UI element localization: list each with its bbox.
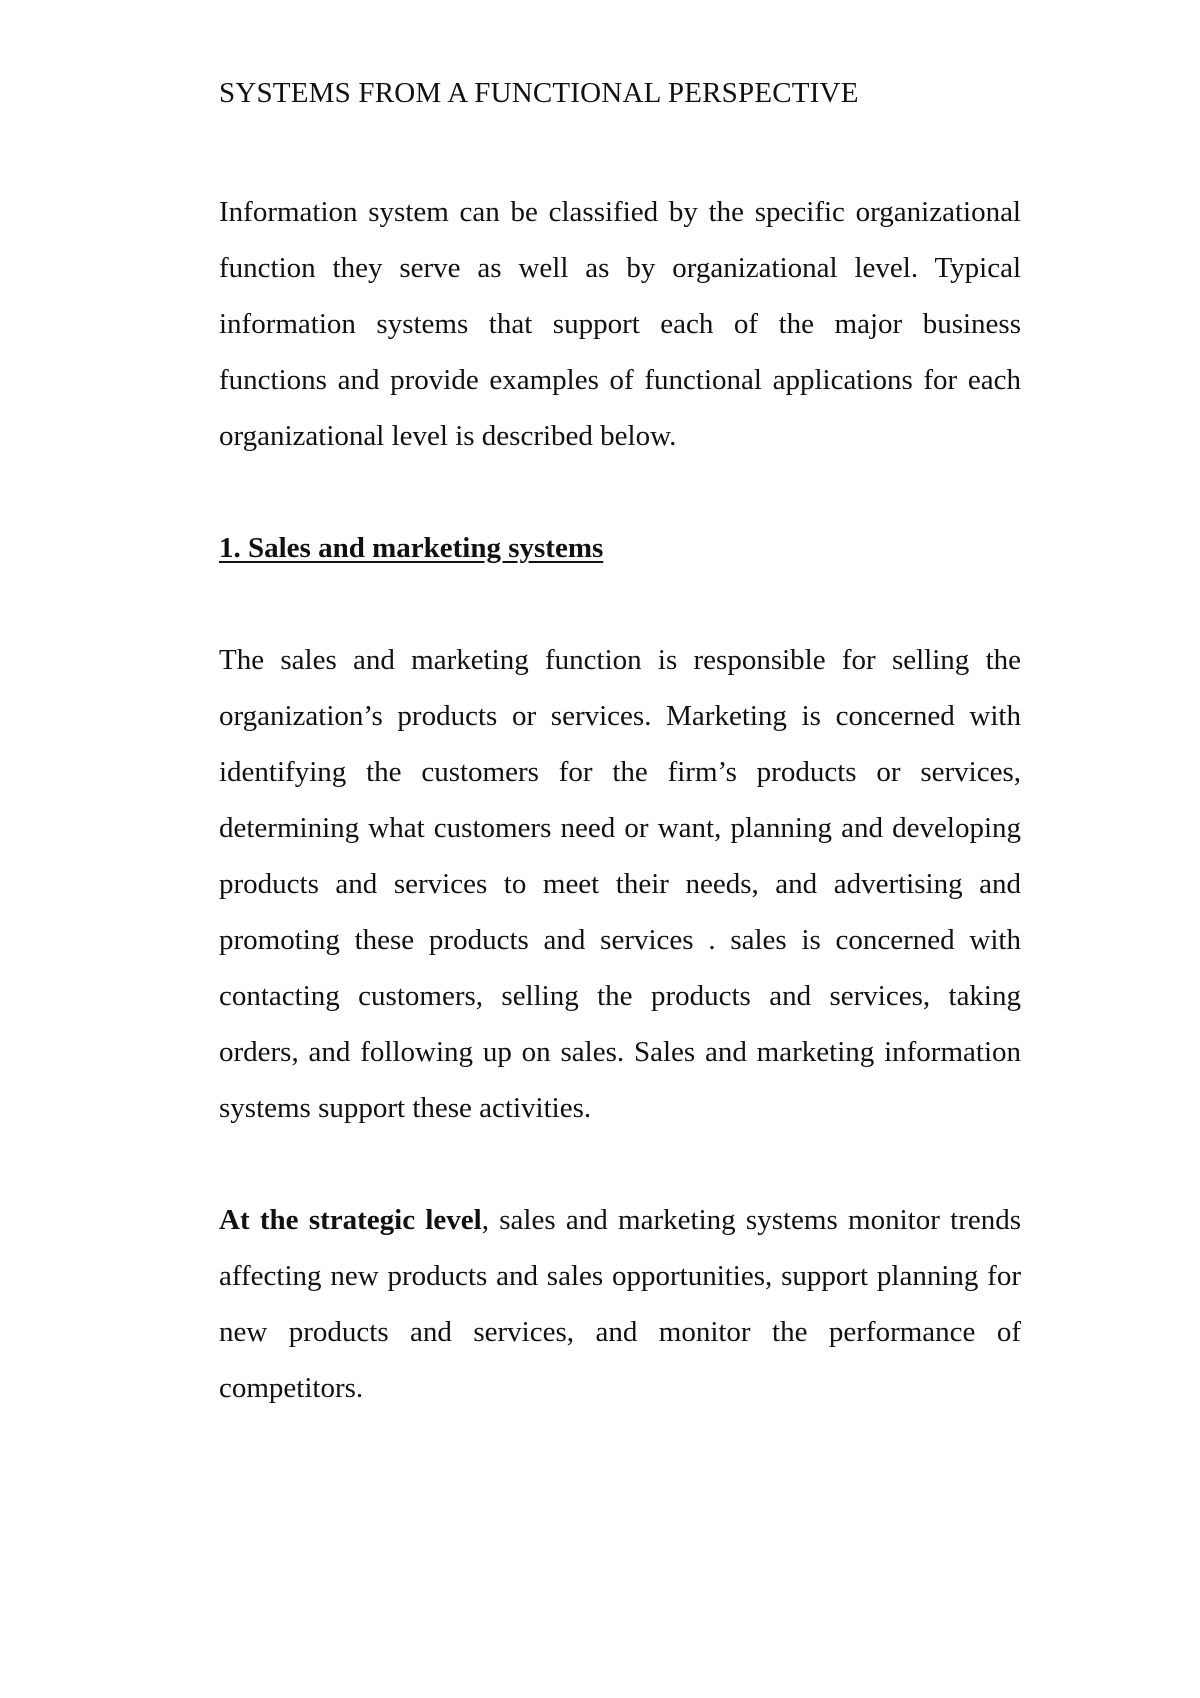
section-heading-sales-marketing: 1. Sales and marketing systems <box>219 532 604 564</box>
document-title: SYSTEMS FROM A FUNCTIONAL PERSPECTIVE <box>219 77 859 109</box>
strategic-level-text: , sales and marketing systems monitor trends affecting new products and sales opportunities, support planning for new products and services, and monitor the performance of competitors. <box>219 1204 1022 1404</box>
intro-paragraph: Information system can be classified by the specific organizational function they serve as well as by organizational level. Typical information systems that support each of the major business functions and provide examples of functional applications for each organizational level is described below. <box>219 196 1021 452</box>
strategic-level-paragraph <box>219 1192 1021 1416</box>
document-body <box>219 74 1021 1416</box>
strategic-level-lead: At the strategic level <box>219 1204 482 1236</box>
sales-marketing-paragraph: The sales and marketing function is responsible for selling the organization’s products or services. Marketing is concerned with identifying the customers for the firm’s products or services, determining what customers need or want, planning and developing products and services to meet their needs, and advertising and promoting these products and services . sales is concerned with contacting customers, selling the products and services, taking orders, and following up on sales. Sales and marketing information systems support these activities. <box>219 644 1021 1124</box>
